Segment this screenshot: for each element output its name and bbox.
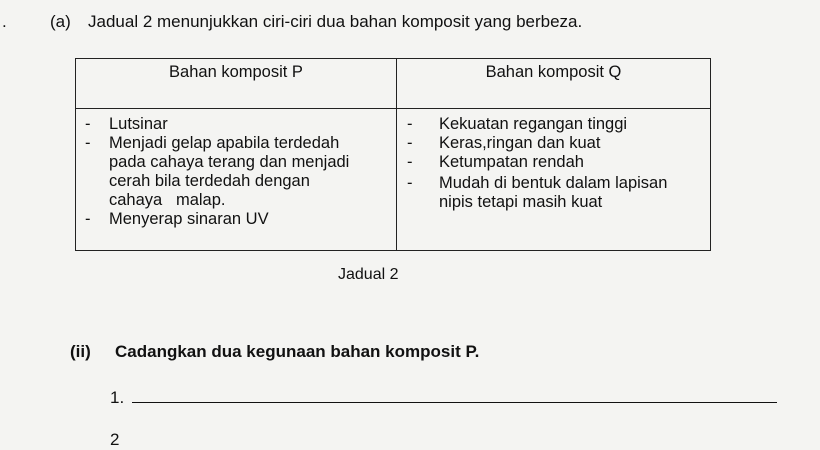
question-marker: . xyxy=(2,12,7,31)
q-line: Kekuatan regangan tinggi xyxy=(439,115,628,133)
p-bullet: - xyxy=(85,115,91,133)
p-line: cahaya malap. xyxy=(109,191,226,209)
p-line: Menjadi gelap apabila terdedah xyxy=(109,134,340,152)
question-label: (a) xyxy=(50,12,71,31)
answer-1-line[interactable] xyxy=(132,402,777,403)
header-composite-q: Bahan komposit Q xyxy=(397,59,711,109)
cell-composite-p xyxy=(76,109,397,251)
cell-composite-q xyxy=(397,109,711,251)
q-line: Ketumpatan rendah xyxy=(439,153,584,171)
p-line: cerah bila terdedah dengan xyxy=(109,172,310,190)
question-text: Jadual 2 menunjukkan ciri-ciri dua bahan komposit yang berbeza. xyxy=(88,12,583,31)
header-composite-p: Bahan komposit P xyxy=(76,59,397,109)
p-bullet: - xyxy=(85,134,91,152)
answer-2-number: 2 xyxy=(110,430,120,449)
table-caption: Jadual 2 xyxy=(338,266,399,283)
q-bullet: - xyxy=(407,174,413,192)
p-line: pada cahaya terang dan menjadi xyxy=(109,153,350,171)
answer-1-number: 1. xyxy=(110,388,125,407)
q-bullet: - xyxy=(407,115,413,133)
composite-table xyxy=(75,58,711,251)
p-bullet: - xyxy=(85,210,91,228)
q-line: nipis tetapi masih kuat xyxy=(439,193,603,211)
q-bullet: - xyxy=(407,153,413,171)
sub-question-text: Cadangkan dua kegunaan bahan komposit P. xyxy=(115,342,480,361)
p-line: Menyerap sinaran UV xyxy=(109,210,269,228)
q-bullet: - xyxy=(407,134,413,152)
q-line: Mudah di bentuk dalam lapisan xyxy=(439,174,668,192)
sub-question-label: (ii) xyxy=(70,342,91,361)
q-line: Keras,ringan dan kuat xyxy=(439,134,601,152)
p-line: Lutsinar xyxy=(109,115,168,133)
